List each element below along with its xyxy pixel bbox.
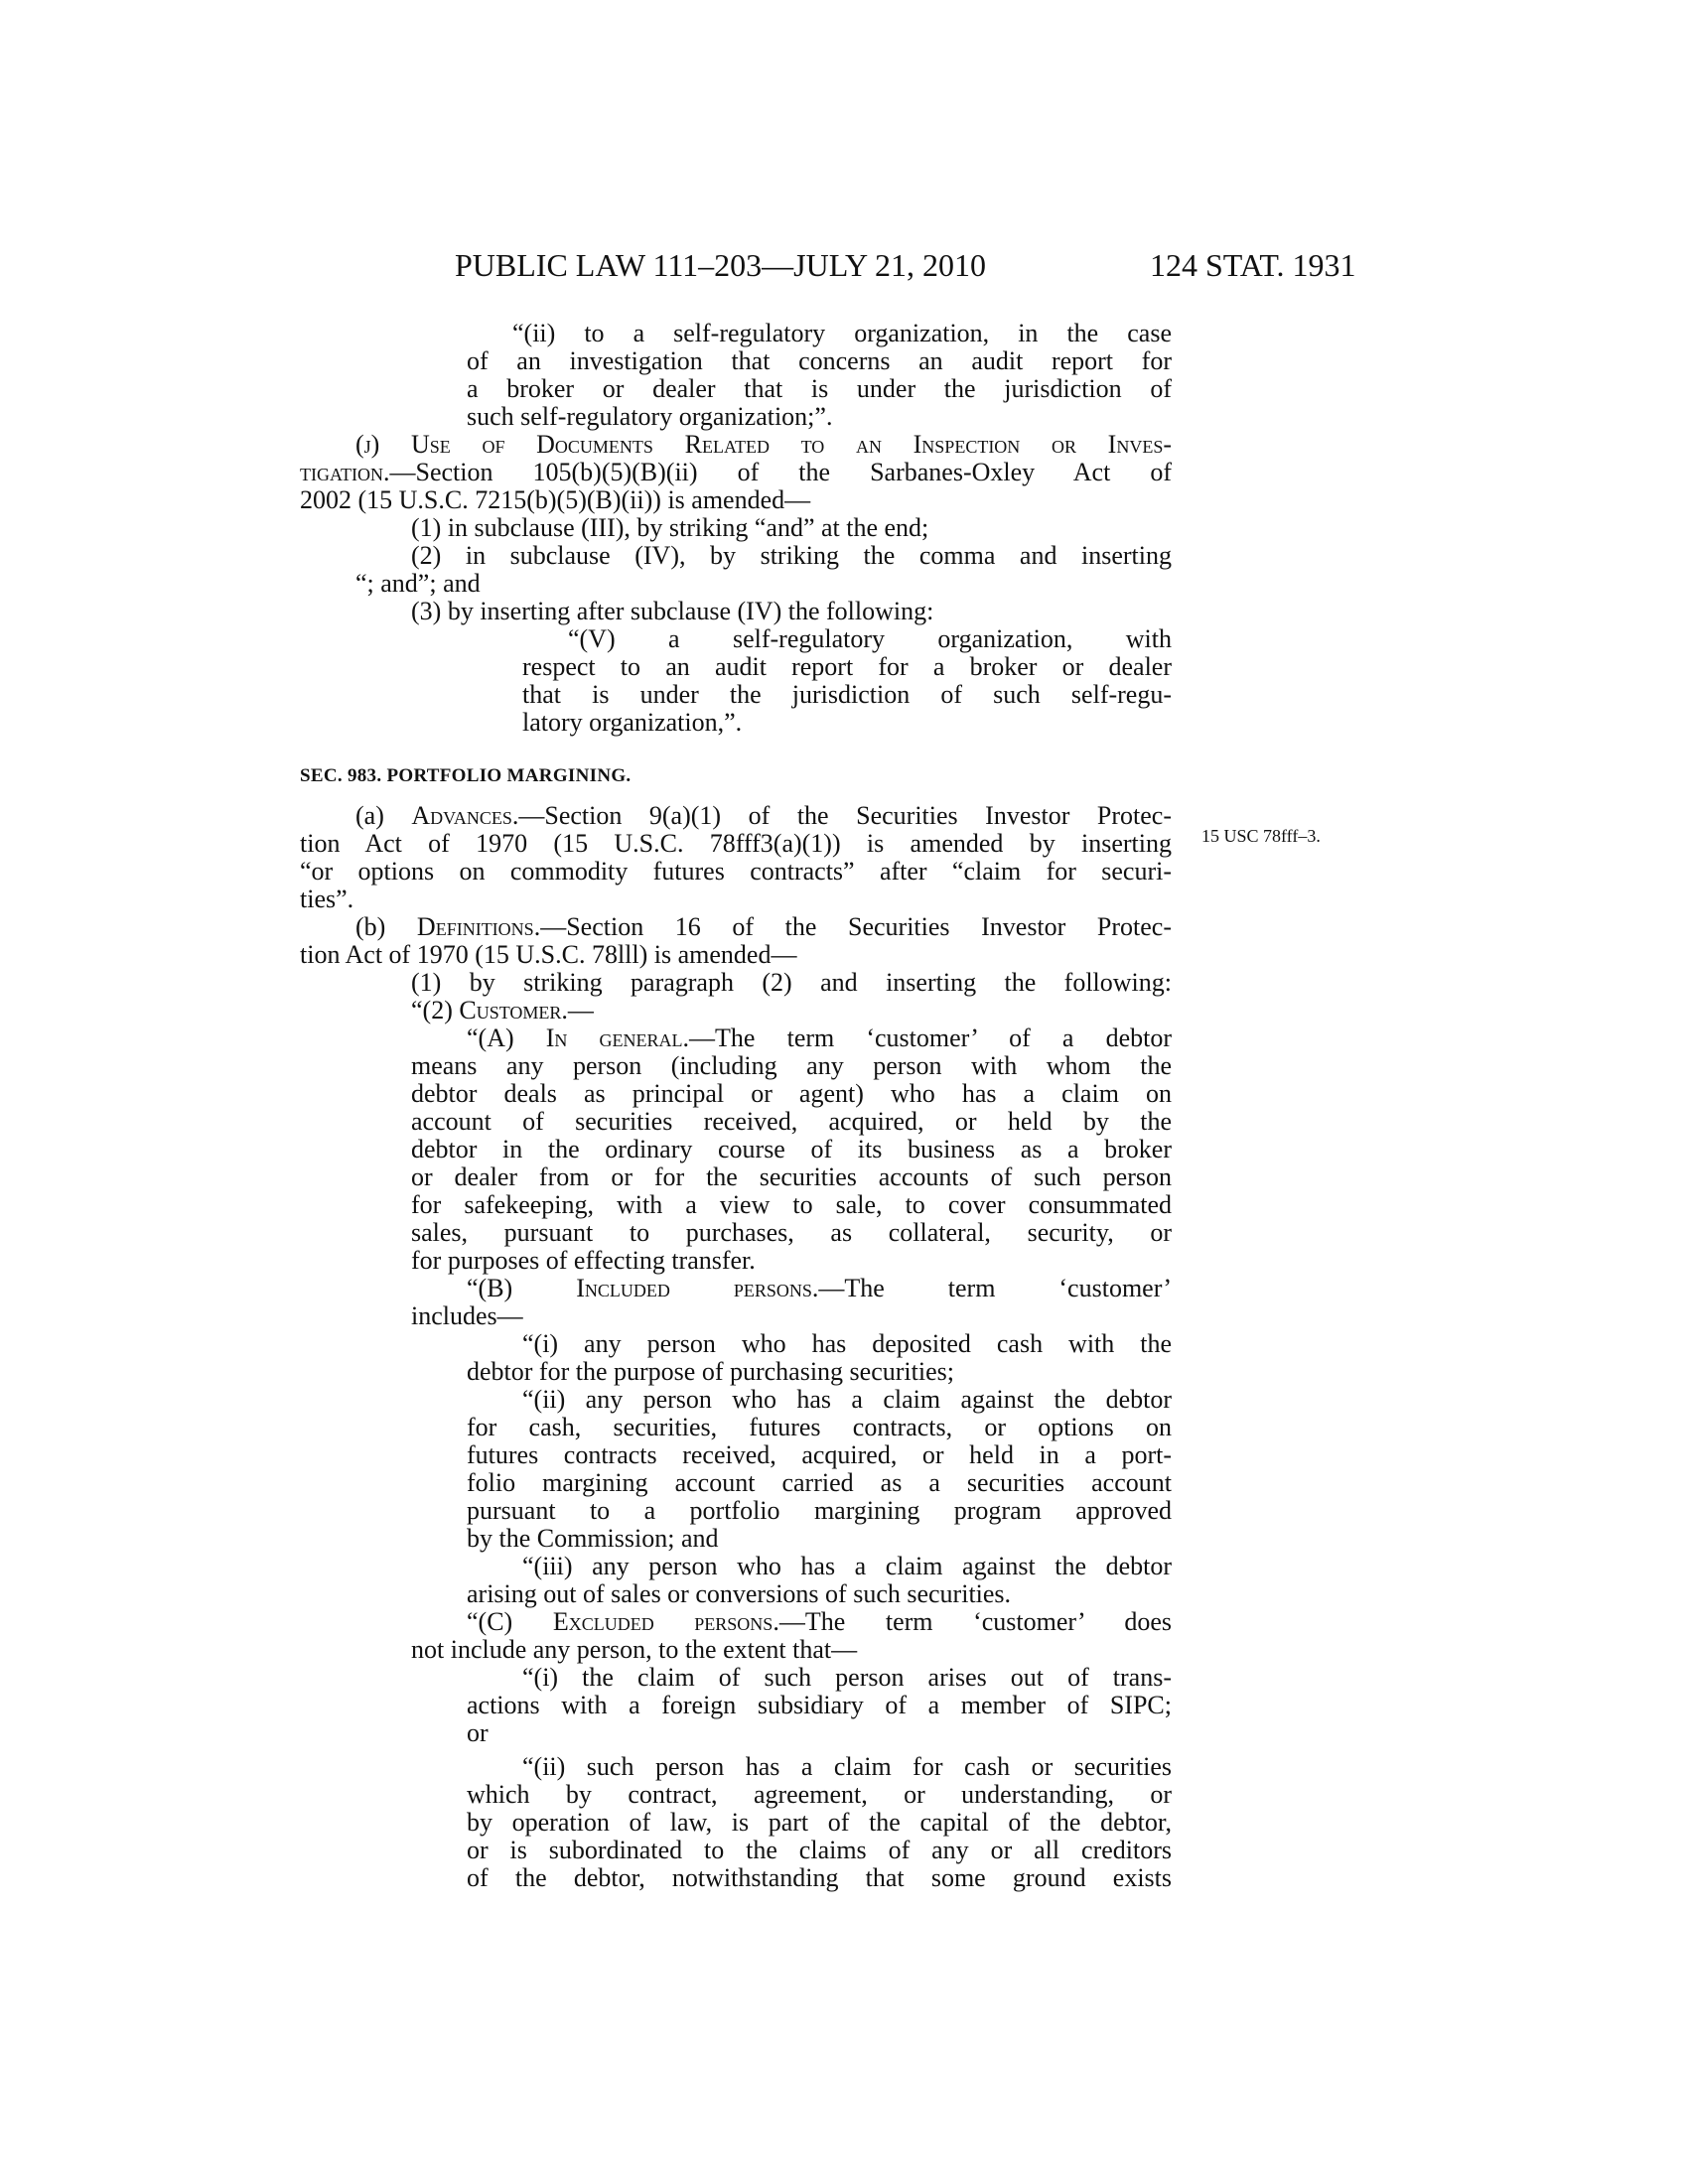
text-line: tion Act of 1970 (15 U.S.C. 78fff3(a)(1)) is amended by inserting [300, 830, 1172, 858]
text-line: debtor for the purpose of purchasing securities; [467, 1357, 954, 1386]
text-line: “or options on commodity futures contracts” after “claim for securi- [300, 858, 1172, 886]
text-line: “(C) Excluded persons.—The term ‘customer’ does [467, 1608, 1172, 1636]
text-line: (2) in subclause (IV), by striking the comma and inserting [411, 542, 1172, 570]
text-line: account of securities received, acquired, or held by the [411, 1108, 1172, 1136]
margin-note-citation: 15 USC 78fff–3. [1201, 826, 1321, 846]
text-line: such self-regulatory organization;”. [467, 402, 833, 431]
text-line: a broker or dealer that is under the jurisdiction of [467, 375, 1172, 403]
text-line: for purposes of effecting transfer. [411, 1246, 756, 1275]
text-line: respect to an audit report for a broker or dealer [522, 653, 1172, 681]
text-line: by operation of law, is part of the capital of the debtor, [467, 1809, 1172, 1837]
text-line: tigation.—Section 105(b)(5)(B)(ii) of the Sarbanes-Oxley Act of [300, 459, 1172, 486]
text-line: actions with a foreign subsidiary of a member of SIPC; [467, 1692, 1172, 1719]
text-line: futures contracts received, acquired, or held in a port- [467, 1441, 1172, 1469]
text-line: “(ii) any person who has a claim against the debtor [522, 1386, 1172, 1414]
page-stat-number: 124 STAT. 1931 [1150, 247, 1356, 283]
text-line: (a) Advances.—Section 9(a)(1) of the Securities Investor Protec- [355, 802, 1172, 830]
text-line: for safekeeping, with a view to sale, to cover consummated [411, 1191, 1172, 1219]
text-line: “(ii) such person has a claim for cash or securities [522, 1753, 1172, 1781]
text-line: of an investigation that concerns an audit report for [467, 347, 1172, 375]
text-line: sales, pursuant to purchases, as collateral, security, or [411, 1219, 1172, 1247]
text-line: includes— [411, 1301, 523, 1330]
text-line: or dealer from or for the securities accounts of such person [411, 1163, 1172, 1191]
text-line: “(i) the claim of such person arises out of trans- [522, 1664, 1172, 1692]
text-line: 2002 (15 U.S.C. 7215(b)(5)(B)(ii)) is amended— [300, 485, 811, 514]
text-line: “; and”; and [355, 569, 481, 598]
text-line: “(A) In general.—The term ‘customer’ of a debtor [467, 1024, 1172, 1052]
text-line: means any person (including any person with whom the [411, 1052, 1172, 1080]
text-line: not include any person, to the extent that— [411, 1635, 858, 1664]
text-line: of the debtor, notwithstanding that some ground exists [467, 1864, 1172, 1892]
text-line: “(iii) any person who has a claim against the debtor [522, 1553, 1172, 1580]
text-line: that is under the jurisdiction of such self-regu- [522, 681, 1172, 709]
text-line: or is subordinated to the claims of any or all creditors [467, 1837, 1172, 1864]
section-heading: SEC. 983. PORTFOLIO MARGINING. [300, 765, 632, 786]
text-line: “(2) Customer.— [411, 996, 594, 1024]
text-line: “(ii) to a self-regulatory organization, in the case [512, 320, 1172, 347]
text-line: which by contract, agreement, or understanding, or [467, 1781, 1172, 1809]
text-line: arising out of sales or conversions of such securities. [467, 1579, 1012, 1608]
text-line: (1) by striking paragraph (2) and inserting the following: [411, 969, 1172, 997]
text-line: (3) by inserting after subclause (IV) the following: [411, 597, 934, 625]
text-line: debtor in the ordinary course of its business as a broker [411, 1136, 1172, 1163]
text-line: by the Commission; and [467, 1524, 719, 1553]
running-header-title: PUBLIC LAW 111–203—JULY 21, 2010 [455, 247, 986, 283]
text-line: (1) in subclause (III), by striking “and” at the end; [411, 513, 929, 542]
subsection-heading-line: (j) Use of Documents Related to an Inspection or Inves- [355, 431, 1172, 459]
text-line: debtor deals as principal or agent) who has a claim on [411, 1080, 1172, 1108]
text-line: tion Act of 1970 (15 U.S.C. 78lll) is amended— [300, 940, 797, 969]
text-line: for cash, securities, futures contracts, or options on [467, 1414, 1172, 1441]
text-line: folio margining account carried as a securities account [467, 1469, 1172, 1497]
text-line: “(V) a self-regulatory organization, with [568, 625, 1172, 653]
text-line: or [467, 1718, 489, 1747]
text-line: “(i) any person who has deposited cash with the [522, 1330, 1172, 1358]
text-line: (b) Definitions.—Section 16 of the Securities Investor Protec- [355, 913, 1172, 941]
text-line: latory organization,”. [522, 708, 743, 737]
text-line: pursuant to a portfolio margining program approved [467, 1497, 1172, 1525]
text-line: “(B) Included persons.—The term ‘customer’ [467, 1275, 1172, 1302]
text-line: ties”. [300, 885, 354, 913]
